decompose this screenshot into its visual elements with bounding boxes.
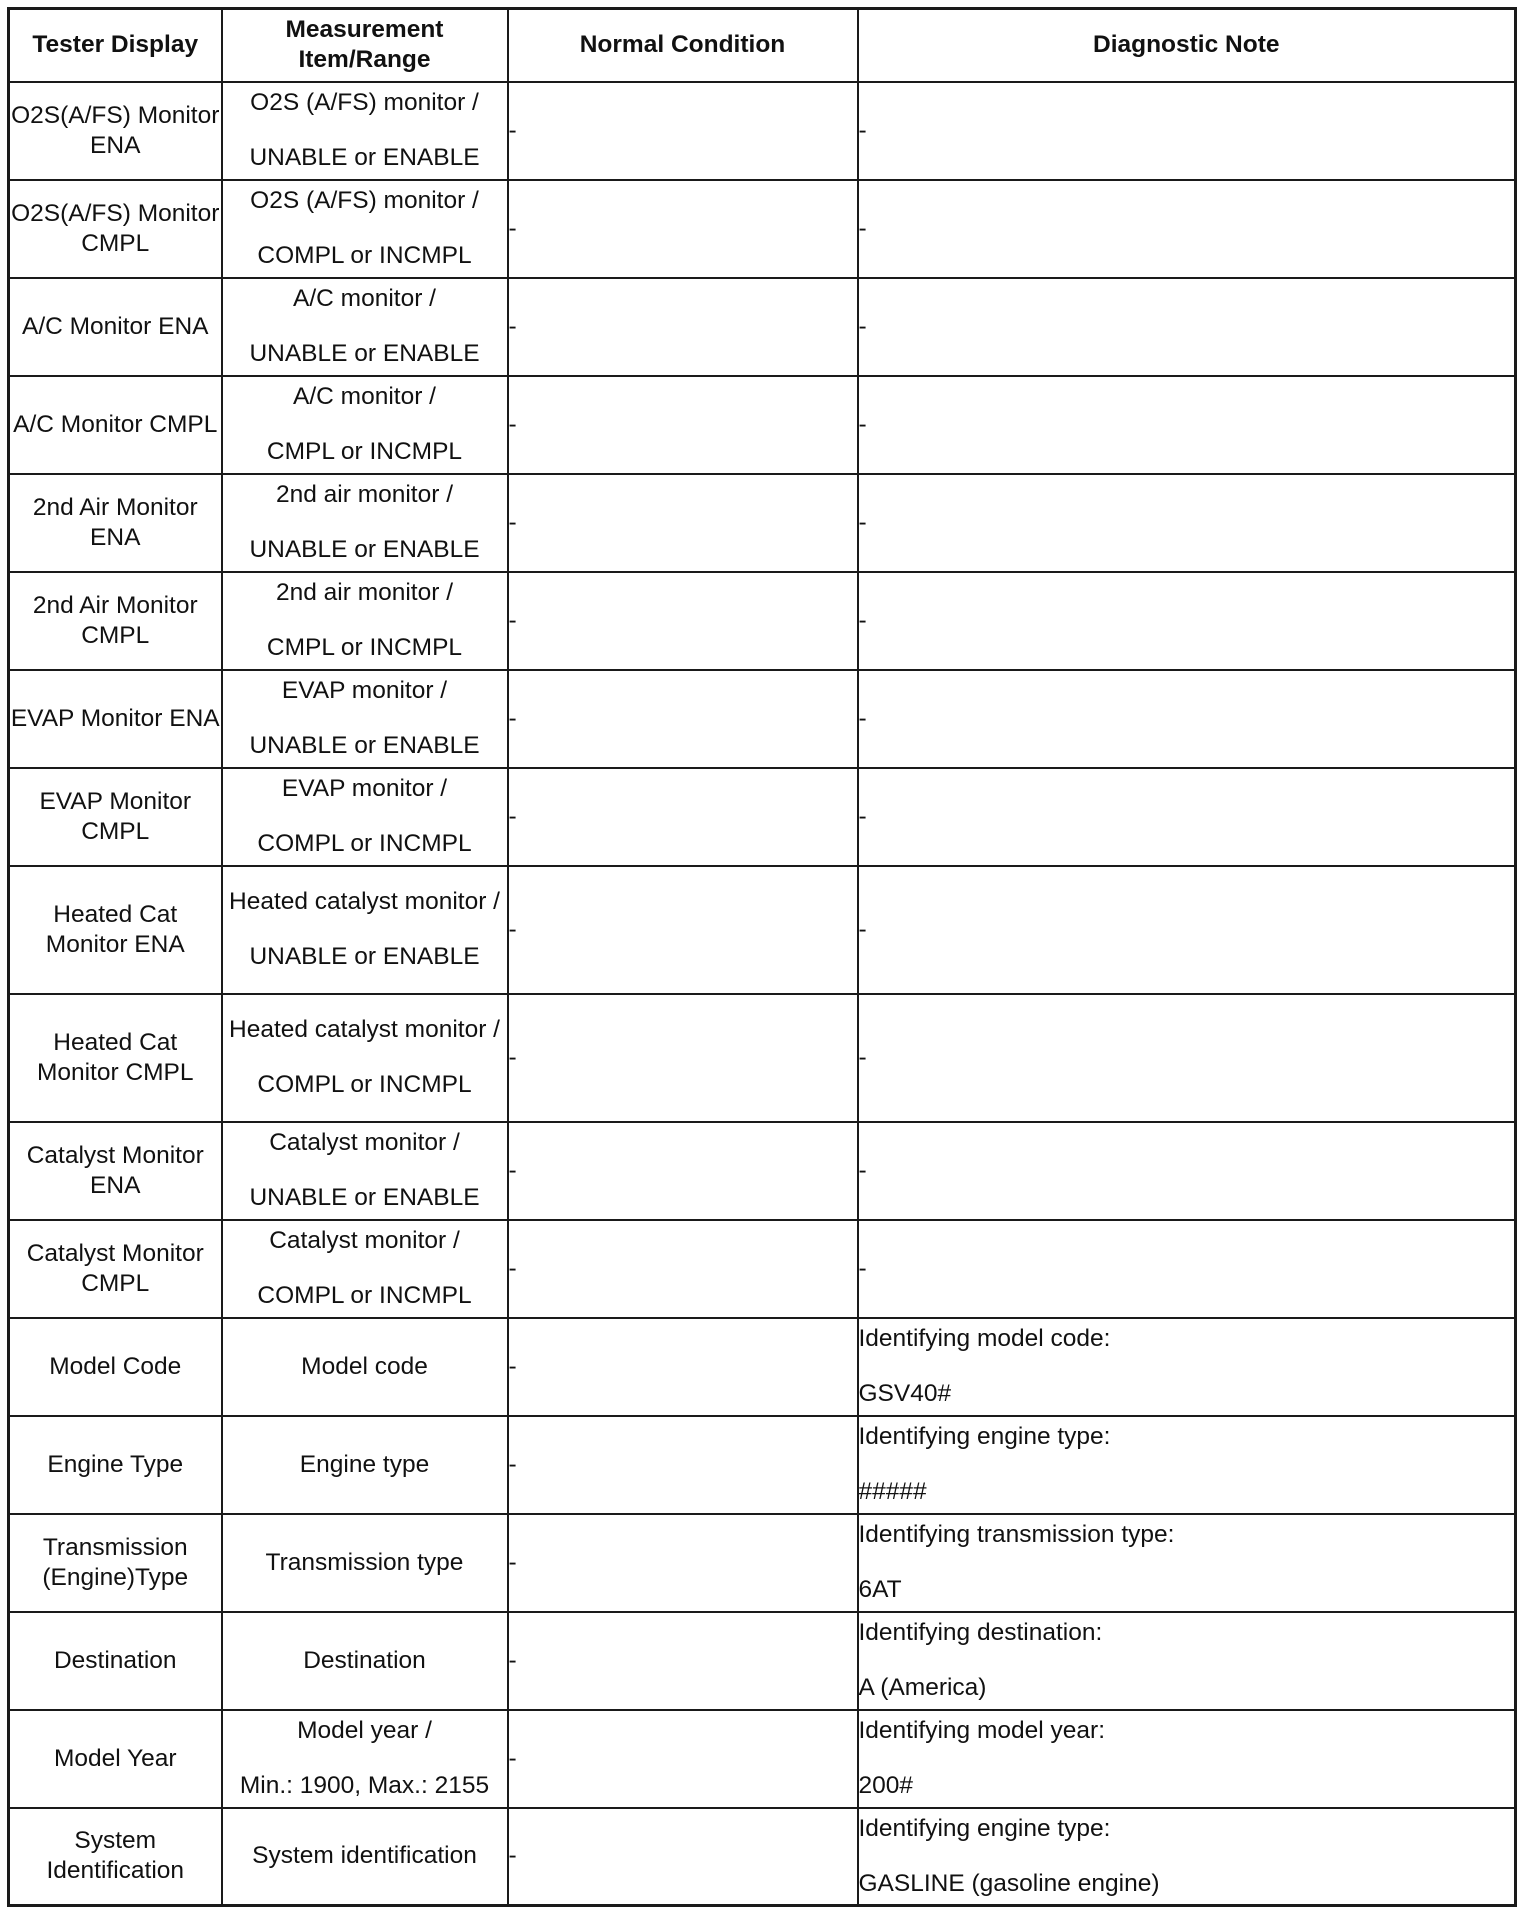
measurement-item: EVAP monitor / [281,677,448,704]
tester-display-cell: 2nd Air Monitor CMPL [9,572,222,670]
measurement-range: UNABLE or ENABLE [249,943,480,970]
measurement-range: COMPL or INCMPL [257,1071,472,1098]
measurement-cell [222,572,508,670]
measurement-item: O2S (A/FS) monitor / [250,89,479,116]
diagnostic-note-cell [858,82,1516,180]
table-row [9,1514,1516,1612]
diagnostic-note-label: Identifying model code: [858,1325,1111,1352]
diagnostic-note-value: GSV40# [858,1380,952,1407]
diagnostic-note-cell [858,572,1516,670]
measurement-item: Heated catalyst monitor / [229,1016,500,1043]
header-diagnostic-note: Diagnostic Note [858,9,1516,82]
normal-condition-cell: - [508,994,858,1122]
normal-condition-cell: - [508,1416,858,1514]
table-row [9,1808,1516,1906]
measurement-cell [222,1416,508,1514]
normal-condition-cell: - [508,474,858,572]
measurement-cell [222,1808,508,1906]
diagnostic-note-cell [858,768,1516,866]
tester-display-cell: A/C Monitor CMPL [9,376,222,474]
measurement-cell [222,180,508,278]
table-row [9,180,1516,278]
tester-display-cell: System Identification [9,1808,222,1906]
table-row [9,572,1516,670]
tester-display-cell: Heated Cat Monitor ENA [9,866,222,994]
measurement-cell [222,1612,508,1710]
diagnostic-note-cell [858,1416,1516,1514]
table-row [9,768,1516,866]
measurement-range: COMPL or INCMPL [257,830,472,857]
diagnostic-note-cell [858,1808,1516,1906]
table-row [9,82,1516,180]
measurement-item: Model year / [297,1717,432,1744]
measurement-item: 2nd air monitor / [275,579,454,606]
diagnostic-note-label: - [858,1043,867,1071]
normal-condition-cell: - [508,866,858,994]
normal-condition-cell: - [508,1612,858,1710]
measurement-range: CMPL or INCMPL [266,634,463,661]
diagnostic-note-label: - [858,1254,867,1282]
measurement-cell [222,994,508,1122]
diagnostic-note-label: - [858,410,867,438]
measurement-item: 2nd air monitor / [275,481,454,508]
header-row [9,9,1516,82]
diagnostic-note-cell [858,1612,1516,1710]
header-normal-condition: Normal Condition [508,9,858,82]
tester-display-cell: Model Code [9,1318,222,1416]
measurement-cell [222,1514,508,1612]
measurement-cell [222,866,508,994]
measurement-item: Catalyst monitor / [269,1227,460,1254]
diagnostic-note-cell [858,1318,1516,1416]
measurement-item: System identification [252,1842,477,1870]
diagnostic-note-cell [858,1122,1516,1220]
normal-condition-cell: - [508,82,858,180]
tester-display-cell: Heated Cat Monitor CMPL [9,994,222,1122]
diagnostic-note-label: Identifying model year: [858,1717,1105,1744]
normal-condition-cell: - [508,1514,858,1612]
tester-display-cell: O2S(A/FS) Monitor ENA [9,82,222,180]
normal-condition-cell: - [508,376,858,474]
measurement-cell [222,474,508,572]
diagnostic-note-cell [858,180,1516,278]
table-row [9,1220,1516,1318]
diagnostic-note-cell [858,866,1516,994]
tester-display-cell: 2nd Air Monitor ENA [9,474,222,572]
measurement-cell [222,82,508,180]
normal-condition-cell: - [508,180,858,278]
diagnostic-note-label: - [858,606,867,634]
table-row [9,474,1516,572]
diagnostic-note-label: Identifying engine type: [858,1423,1111,1450]
measurement-cell [222,1220,508,1318]
measurement-range: UNABLE or ENABLE [249,1184,480,1211]
measurement-item: Catalyst monitor / [269,1129,460,1156]
header-tester-display: Tester Display [9,9,222,82]
measurement-range: CMPL or INCMPL [266,438,463,465]
normal-condition-cell: - [508,278,858,376]
tester-display-cell: Engine Type [9,1416,222,1514]
measurement-cell [222,1710,508,1808]
diagnostic-note-cell [858,670,1516,768]
measurement-range: UNABLE or ENABLE [249,144,480,171]
diagnostic-note-value: 6AT [858,1576,902,1603]
measurement-cell [222,376,508,474]
header-measurement: Measurement Item/Range [222,9,508,82]
normal-condition-cell: - [508,1808,858,1906]
tester-display-cell: Catalyst Monitor CMPL [9,1220,222,1318]
normal-condition-cell: - [508,1710,858,1808]
tester-display-cell: A/C Monitor ENA [9,278,222,376]
diagnostic-note-value: GASLINE (gasoline engine) [858,1869,1160,1897]
diagnostic-note-cell [858,376,1516,474]
diagnostic-note-cell [858,278,1516,376]
diagnostic-note-cell [858,474,1516,572]
tester-display-cell: O2S(A/FS) Monitor CMPL [9,180,222,278]
table-row [9,278,1516,376]
normal-condition-cell: - [508,572,858,670]
measurement-cell [222,278,508,376]
diagnostic-note-label: - [858,915,867,943]
tester-display-cell: EVAP Monitor ENA [9,670,222,768]
measurement-cell [222,1318,508,1416]
tester-display-cell: Model Year [9,1710,222,1808]
diagnostic-note-label: - [858,1156,867,1184]
normal-condition-cell: - [508,1318,858,1416]
table-row [9,1318,1516,1416]
diagnostic-note-value: A (America) [858,1674,987,1701]
table-row [9,376,1516,474]
normal-condition-cell: - [508,768,858,866]
table-row [9,1710,1516,1808]
tester-display-cell: Catalyst Monitor ENA [9,1122,222,1220]
table-row [9,1122,1516,1220]
measurement-item: Model code [301,1352,428,1380]
diagnostic-note-label: Identifying destination: [858,1619,1103,1646]
tester-display-cell: Destination [9,1612,222,1710]
diagnostic-note-label: - [858,116,867,144]
measurement-item: A/C monitor / [293,285,436,312]
diagnostic-note-label: - [858,312,867,340]
measurement-range: UNABLE or ENABLE [249,340,480,367]
measurement-cell [222,768,508,866]
diagnostic-note-cell [858,1514,1516,1612]
diagnostic-note-label: - [858,214,867,242]
table-row [9,1416,1516,1514]
diagnostic-note-label: Identifying engine type: [858,1814,1111,1842]
normal-condition-cell: - [508,1122,858,1220]
normal-condition-cell: - [508,1220,858,1318]
measurement-item: EVAP monitor / [281,775,448,802]
measurement-range: UNABLE or ENABLE [249,536,480,563]
table-row [9,866,1516,994]
measurement-range: COMPL or INCMPL [257,1282,472,1309]
diagnostic-note-value: ##### [858,1478,927,1505]
measurement-item: Heated catalyst monitor / [229,888,500,915]
table-row [9,994,1516,1122]
diagnostic-note-value: 200# [858,1772,914,1799]
measurement-item: Transmission type [265,1548,464,1576]
measurement-cell [222,1122,508,1220]
measurement-range: UNABLE or ENABLE [249,732,480,759]
measurement-item: O2S (A/FS) monitor / [250,187,479,214]
table-row [9,670,1516,768]
diagnostic-note-label: - [858,802,867,830]
diagnostic-note-cell [858,1710,1516,1808]
measurement-item: Destination [303,1646,426,1674]
measurement-item: Engine type [299,1450,430,1478]
tester-display-cell: Transmission (Engine)Type [9,1514,222,1612]
diagnostic-note-cell [858,1220,1516,1318]
diagnostic-note-label: - [858,508,867,536]
measurement-item: A/C monitor / [293,383,436,410]
measurement-range: Min.: 1900, Max.: 2155 [239,1772,490,1799]
diagnostic-note-label: - [858,704,867,732]
tester-display-cell: EVAP Monitor CMPL [9,768,222,866]
measurement-cell [222,670,508,768]
measurement-range: COMPL or INCMPL [257,242,472,269]
diagnostic-note-label: Identifying transmission type: [858,1521,1175,1548]
normal-condition-cell: - [508,670,858,768]
data-list-table [7,7,1517,1907]
table-row [9,1612,1516,1710]
diagnostic-note-cell [858,994,1516,1122]
